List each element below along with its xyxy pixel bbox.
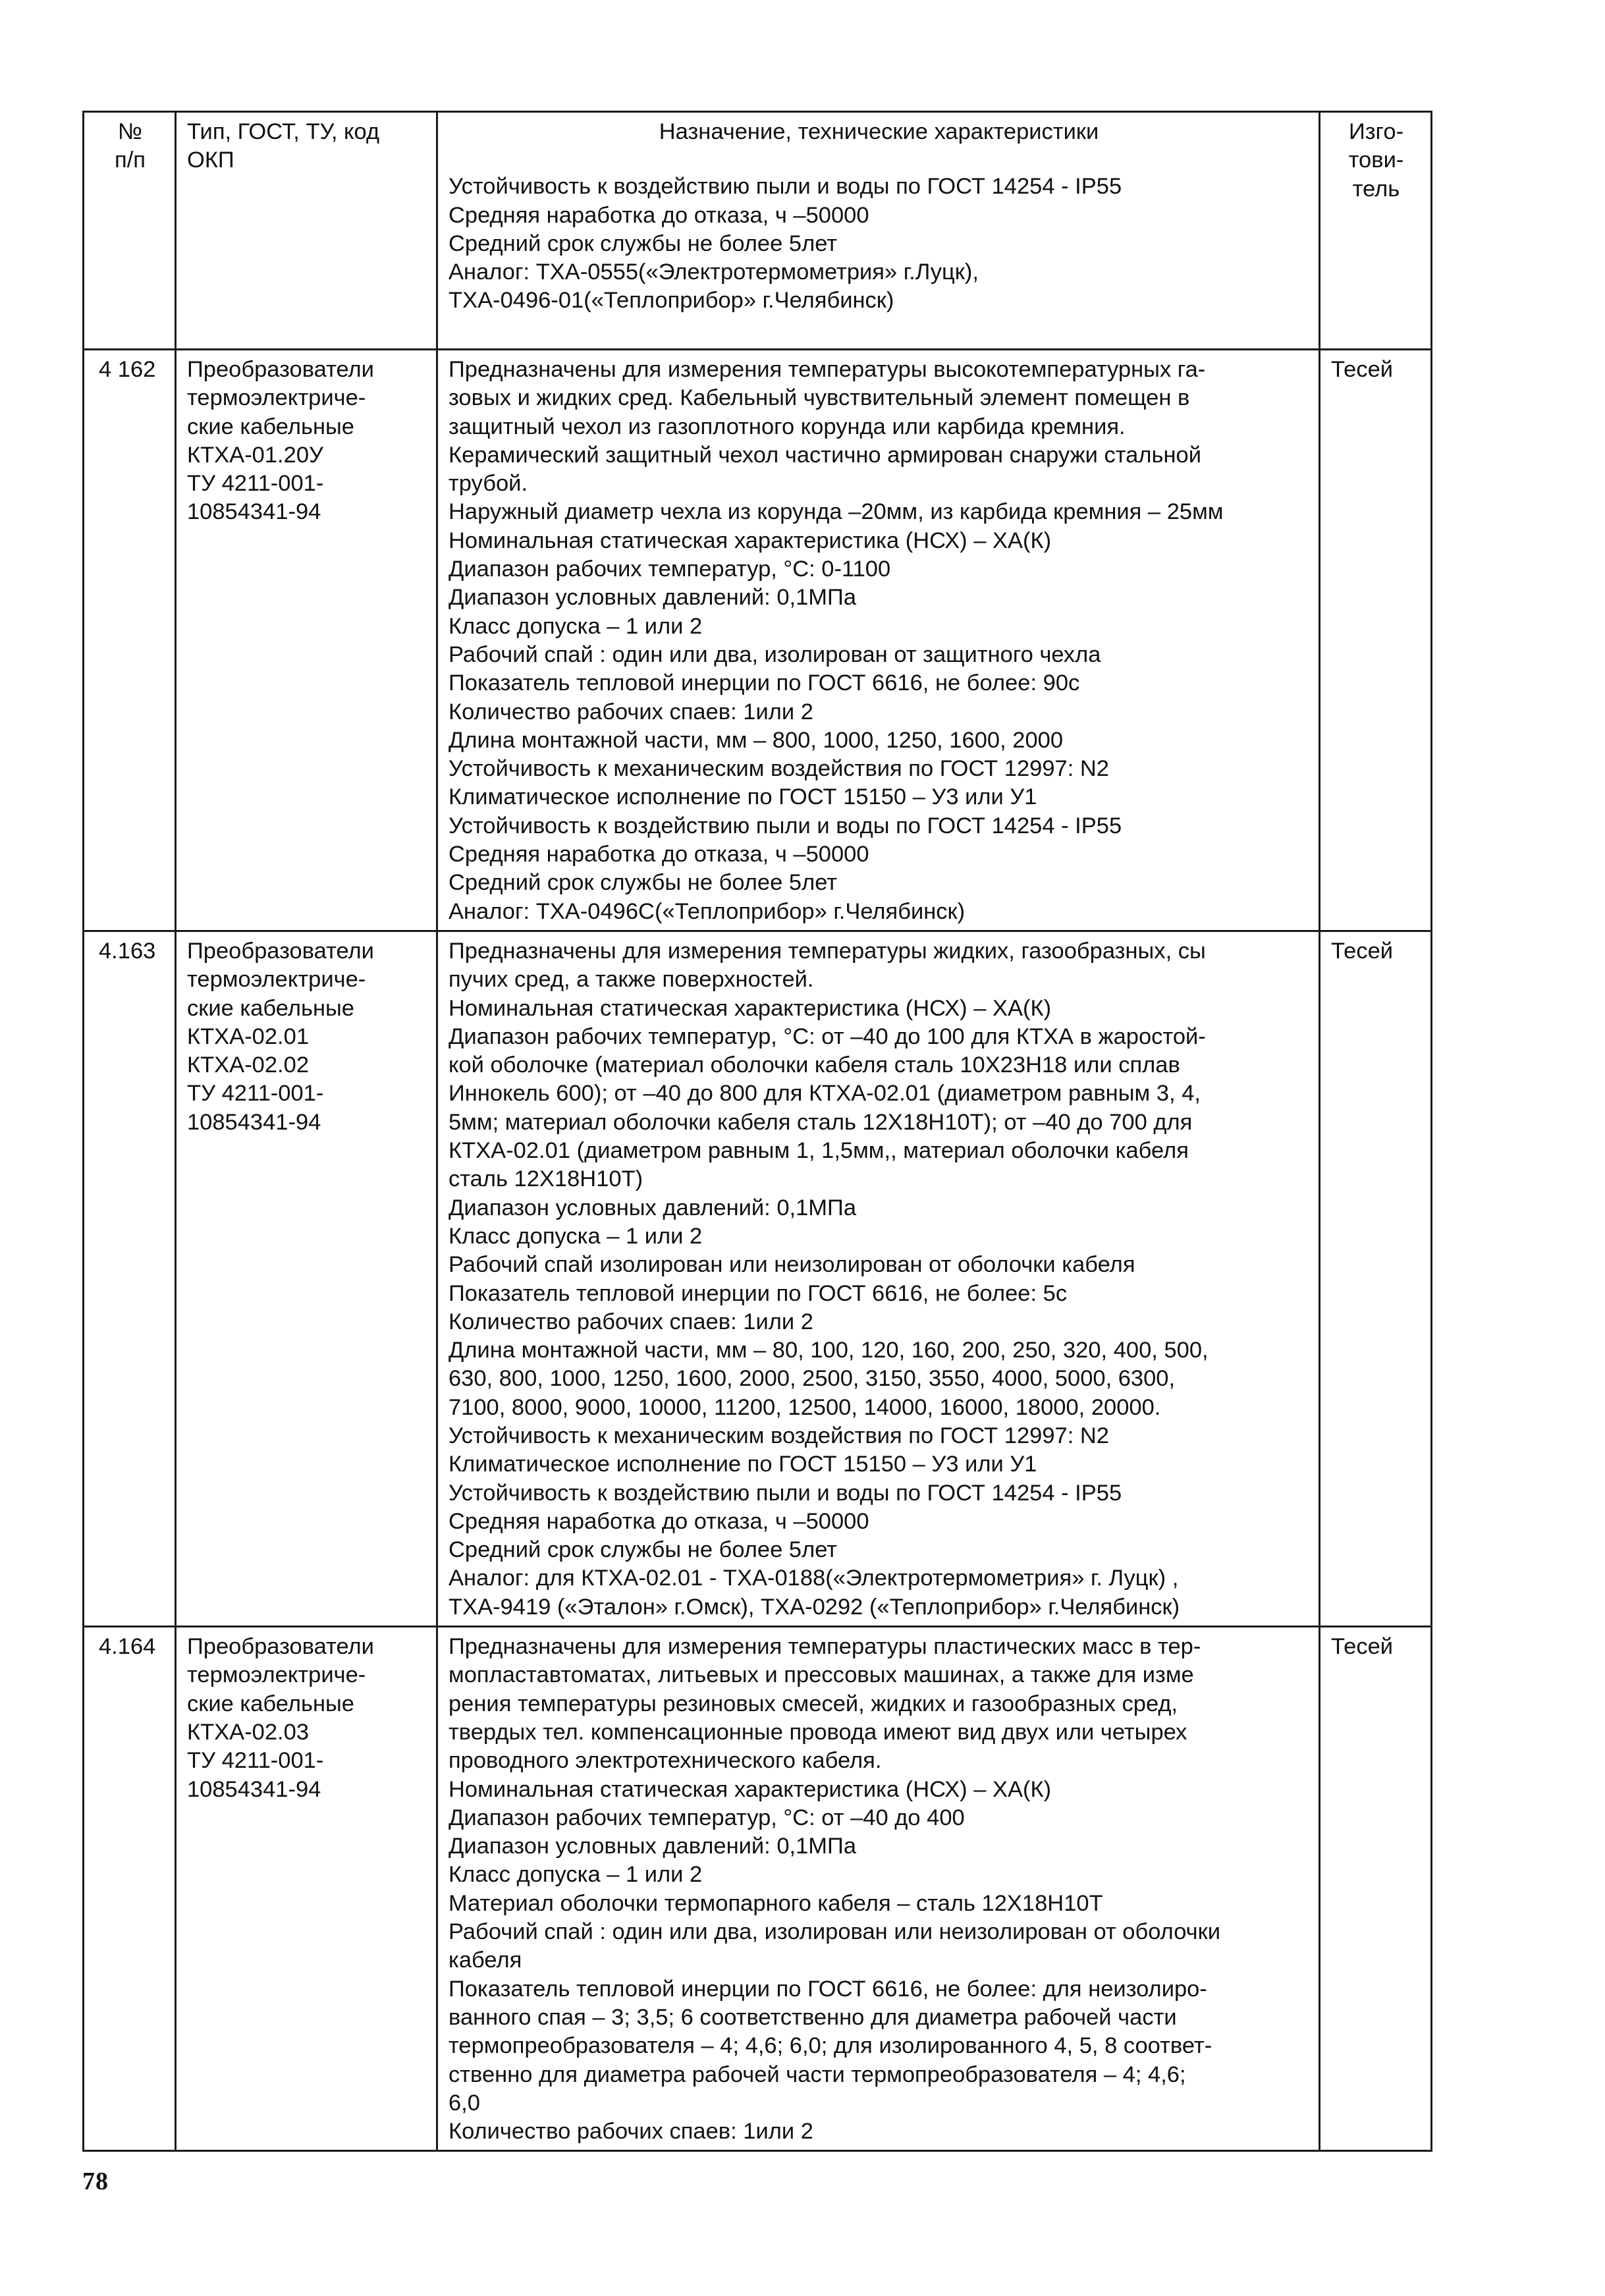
header-desc-cell <box>437 112 1320 350</box>
desc-cell <box>437 350 1320 931</box>
type-line: ские кабельные <box>187 1691 354 1716</box>
desc-line: пучих сред, а также поверхностей. <box>449 967 814 993</box>
type-line: ские кабельные <box>187 414 354 439</box>
desc-line: Рабочий спай : один или два, изолирован от защитного чехла <box>449 642 1101 667</box>
type-cell <box>176 1627 437 2151</box>
type-line: ские кабельные <box>187 995 354 1021</box>
desc-line: кой оболочке (материал оболочки кабеля сталь 10Х23Н18 или сплав <box>449 1052 1180 1078</box>
document-page <box>82 111 1430 2145</box>
desc-line: Устойчивость к воздействию пыли и воды по ГОСТ 14254 - IP55 <box>449 813 1122 838</box>
desc-line: Длина монтажной части, мм – 800, 1000, 1250, 1600, 2000 <box>449 727 1064 753</box>
type-cell <box>176 931 437 1626</box>
type-line: Преобразователи <box>187 357 374 382</box>
desc-line: Рабочий спай : один или два, изолирован или неизолирован от оболочки <box>449 1919 1220 1945</box>
desc-line: Средний срок службы не более 5лет <box>449 1537 838 1563</box>
desc-line: Устойчивость к воздействию пыли и воды по ГОСТ 14254 - IP55 <box>449 1480 1122 1506</box>
desc-line: Класс допуска – 1 или 2 <box>449 613 703 639</box>
type-line: КТХА-02.01 <box>187 1024 310 1049</box>
continuation-line: Аналог: ТХА-0555(«Электротермометрия» г.Луцк), <box>449 260 979 285</box>
header-manufacturer-cell <box>1320 112 1432 350</box>
table-row <box>84 1627 1432 2151</box>
continuation-line: ТХА-0496-01(«Теплоприбор» г.Челябинск) <box>449 288 894 314</box>
desc-line: Количество рабочих спаев: 1или 2 <box>449 2119 813 2145</box>
type-line: ТУ 4211-001- <box>187 1081 324 1107</box>
header-manufacturer-line: тови- <box>1348 148 1404 173</box>
manufacturer-cell: Тесей <box>1320 350 1432 931</box>
type-line: Преобразователи <box>187 1634 374 1660</box>
header-manufacturer-line: Изго- <box>1348 119 1404 144</box>
type-line: ТУ 4211-001- <box>187 471 324 497</box>
desc-cell <box>437 931 1320 1626</box>
type-line: КТХА-02.03 <box>187 1719 310 1745</box>
desc-cell <box>437 1627 1320 2151</box>
desc-line: трубой. <box>449 471 528 497</box>
desc-line: Класс допуска – 1 или 2 <box>449 1862 703 1888</box>
desc-line: Показатель тепловой инерции по ГОСТ 6616, не более: для неизолиро- <box>449 1976 1207 2002</box>
table-row <box>84 931 1432 1626</box>
desc-line: Устойчивость к механическим воздействия по ГОСТ 12997: N2 <box>449 756 1109 782</box>
header-num-cell <box>84 112 176 350</box>
desc-line: Длина монтажной части, мм – 80, 100, 120, 160, 200, 250, 320, 400, 500, <box>449 1338 1209 1363</box>
continuation-line: Средняя наработка до отказа, ч –50000 <box>449 202 869 228</box>
type-line: 10854341-94 <box>187 1776 321 1802</box>
type-line: Преобразователи <box>187 938 374 964</box>
desc-line: зовых и жидких сред. Кабельный чувствительный элемент помещен в <box>449 385 1190 411</box>
desc-line: Климатическое исполнение по ГОСТ 15150 – У3 или У1 <box>449 784 1037 810</box>
type-cell <box>176 350 437 931</box>
desc-line: твердых тел. компенсационные провода имеют вид двух или четырех <box>449 1719 1187 1745</box>
desc-line: Диапазон рабочих температур, °С: от –40 до 400 <box>449 1805 965 1830</box>
desc-line: КТХА-02.01 (диаметром равным 1, 1,5мм,, материал оболочки кабеля <box>449 1138 1189 1164</box>
desc-line: Количество рабочих спаев: 1или 2 <box>449 699 813 724</box>
continuation-line: Средний срок службы не более 5лет <box>449 231 838 256</box>
desc-line: кабеля <box>449 1948 522 1973</box>
row-number: 4.163 <box>84 931 176 1626</box>
desc-line: Количество рабочих спаев: 1или 2 <box>449 1309 813 1334</box>
type-line: ТУ 4211-001- <box>187 1748 324 1774</box>
desc-line: Аналог: для КТХА-02.01 - ТХА-0188(«Электротермометрия» г. Луцк) , <box>449 1566 1179 1591</box>
desc-line: Диапазон условных давлений: 0,1МПа <box>449 585 857 611</box>
desc-line: Керамический защитный чехол частично армирован снаружи стальной <box>449 442 1201 468</box>
desc-line: термопреобразователя – 4; 4,6; 6,0; для изолированного 4, 5, 8 соответ- <box>449 2033 1212 2059</box>
desc-line: Устойчивость к механическим воздействия по ГОСТ 12997: N2 <box>449 1423 1109 1448</box>
table-row <box>84 350 1432 931</box>
desc-line: Иннокель 600); от –40 до 800 для КТХА-02.01 (диаметром равным 3, 4, <box>449 1081 1201 1107</box>
desc-line: Диапазон условных давлений: 0,1МПа <box>449 1834 857 1859</box>
desc-line: 5мм; материал оболочки кабеля сталь 12Х18Н10Т); от –40 до 700 для <box>449 1109 1193 1135</box>
desc-line: мопластавтоматах, литьевых и прессовых машинах, а также для изме <box>449 1662 1194 1688</box>
desc-line: Диапазон рабочих температур, °С: 0-1100 <box>449 557 891 582</box>
desc-line: Средний срок службы не более 5лет <box>449 870 838 896</box>
desc-line: Средняя наработка до отказа, ч –50000 <box>449 1508 869 1534</box>
header-row <box>84 112 1432 350</box>
desc-line: Показатель тепловой инерции по ГОСТ 6616, не более: 5с <box>449 1280 1068 1306</box>
type-line: термоэлектриче- <box>187 967 366 993</box>
desc-line: Номинальная статическая характеристика (НСХ) – ХА(К) <box>449 995 1052 1021</box>
desc-line: 6,0 <box>449 2090 480 2116</box>
spec-table <box>82 111 1432 2152</box>
desc-line: ственно для диаметра рабочей части термопреобразователя – 4; 4,6; <box>449 2062 1186 2087</box>
desc-line: Показатель тепловой инерции по ГОСТ 6616, не более: 90с <box>449 670 1080 696</box>
desc-line: сталь 12Х18Н10Т) <box>449 1166 643 1192</box>
desc-line: Диапазон рабочих температур, °С: от –40 до 100 для КТХА в жаростой- <box>449 1024 1206 1049</box>
desc-line: Номинальная статическая характеристика (НСХ) – ХА(К) <box>449 1776 1052 1802</box>
type-line: термоэлектриче- <box>187 385 366 411</box>
desc-line: Наружный диаметр чехла из корунда –20мм, из карбида кремния – 25мм <box>449 499 1224 525</box>
desc-line: ванного спая – 3; 3,5; 6 соответственно для диаметра рабочей части <box>449 2004 1177 2030</box>
desc-line: Средняя наработка до отказа, ч –50000 <box>449 842 869 867</box>
header-type-cell <box>176 112 437 350</box>
header-type-line: ОКП <box>187 148 234 173</box>
type-line: 10854341-94 <box>187 1109 321 1135</box>
desc-line: 7100, 8000, 9000, 10000, 11200, 12500, 14000, 16000, 18000, 20000. <box>449 1394 1161 1420</box>
desc-line: Материал оболочки термопарного кабеля – сталь 12Х18Н10Т <box>449 1890 1103 1916</box>
type-line: термоэлектриче- <box>187 1662 366 1688</box>
desc-line: ТХА-9419 («Эталон» г.Омск), ТХА-0292 («Теплоприбор» г.Челябинск) <box>449 1594 1180 1620</box>
desc-line: Класс допуска – 1 или 2 <box>449 1223 703 1249</box>
manufacturer-cell: Тесей <box>1320 1627 1432 2151</box>
desc-line: проводного электротехнического кабеля. <box>449 1748 882 1774</box>
type-line: КТХА-02.02 <box>187 1052 310 1078</box>
desc-line: Аналог: ТХА-0496С(«Теплоприбор» г.Челябинск) <box>449 898 966 924</box>
desc-line: защитный чехол из газоплотного корунда или карбида кремния. <box>449 414 1126 439</box>
row-number: 4 162 <box>84 350 176 931</box>
desc-line: Номинальная статическая характеристика (НСХ) – ХА(К) <box>449 528 1052 553</box>
desc-line: Предназначены для измерения температуры жидких, газообразных, сы <box>449 938 1206 964</box>
desc-line: Климатическое исполнение по ГОСТ 15150 – У3 или У1 <box>449 1452 1037 1477</box>
header-manufacturer-line: тель <box>1352 176 1400 202</box>
desc-line: Предназначены для измерения температуры высокотемпературных га- <box>449 357 1206 382</box>
continuation-line: Устойчивость к воздействию пыли и воды по ГОСТ 14254 - IP55 <box>449 174 1122 200</box>
header-type-line: Тип, ГОСТ, ТУ, код <box>187 119 380 144</box>
manufacturer-cell: Тесей <box>1320 931 1432 1626</box>
header-num-line: № <box>117 119 142 144</box>
desc-line: 630, 800, 1000, 1250, 1600, 2000, 2500, 3150, 3550, 4000, 5000, 6300, <box>449 1366 1176 1392</box>
row-number: 4.164 <box>84 1627 176 2151</box>
type-line: КТХА-01.20У <box>187 442 323 468</box>
desc-line: Диапазон условных давлений: 0,1МПа <box>449 1195 857 1220</box>
desc-line: Предназначены для измерения температуры пластических масс в тер- <box>449 1634 1201 1660</box>
desc-line: рения температуры резиновых смесей, жидких и газообразных сред, <box>449 1691 1178 1716</box>
type-line: 10854341-94 <box>187 499 321 525</box>
desc-line: Рабочий спай изолирован или неизолирован от оболочки кабеля <box>449 1252 1135 1278</box>
header-num-line: п/п <box>115 148 146 173</box>
page-number: 78 <box>82 2168 109 2195</box>
header-desc-title: Назначение, технические характеристики <box>659 119 1099 144</box>
